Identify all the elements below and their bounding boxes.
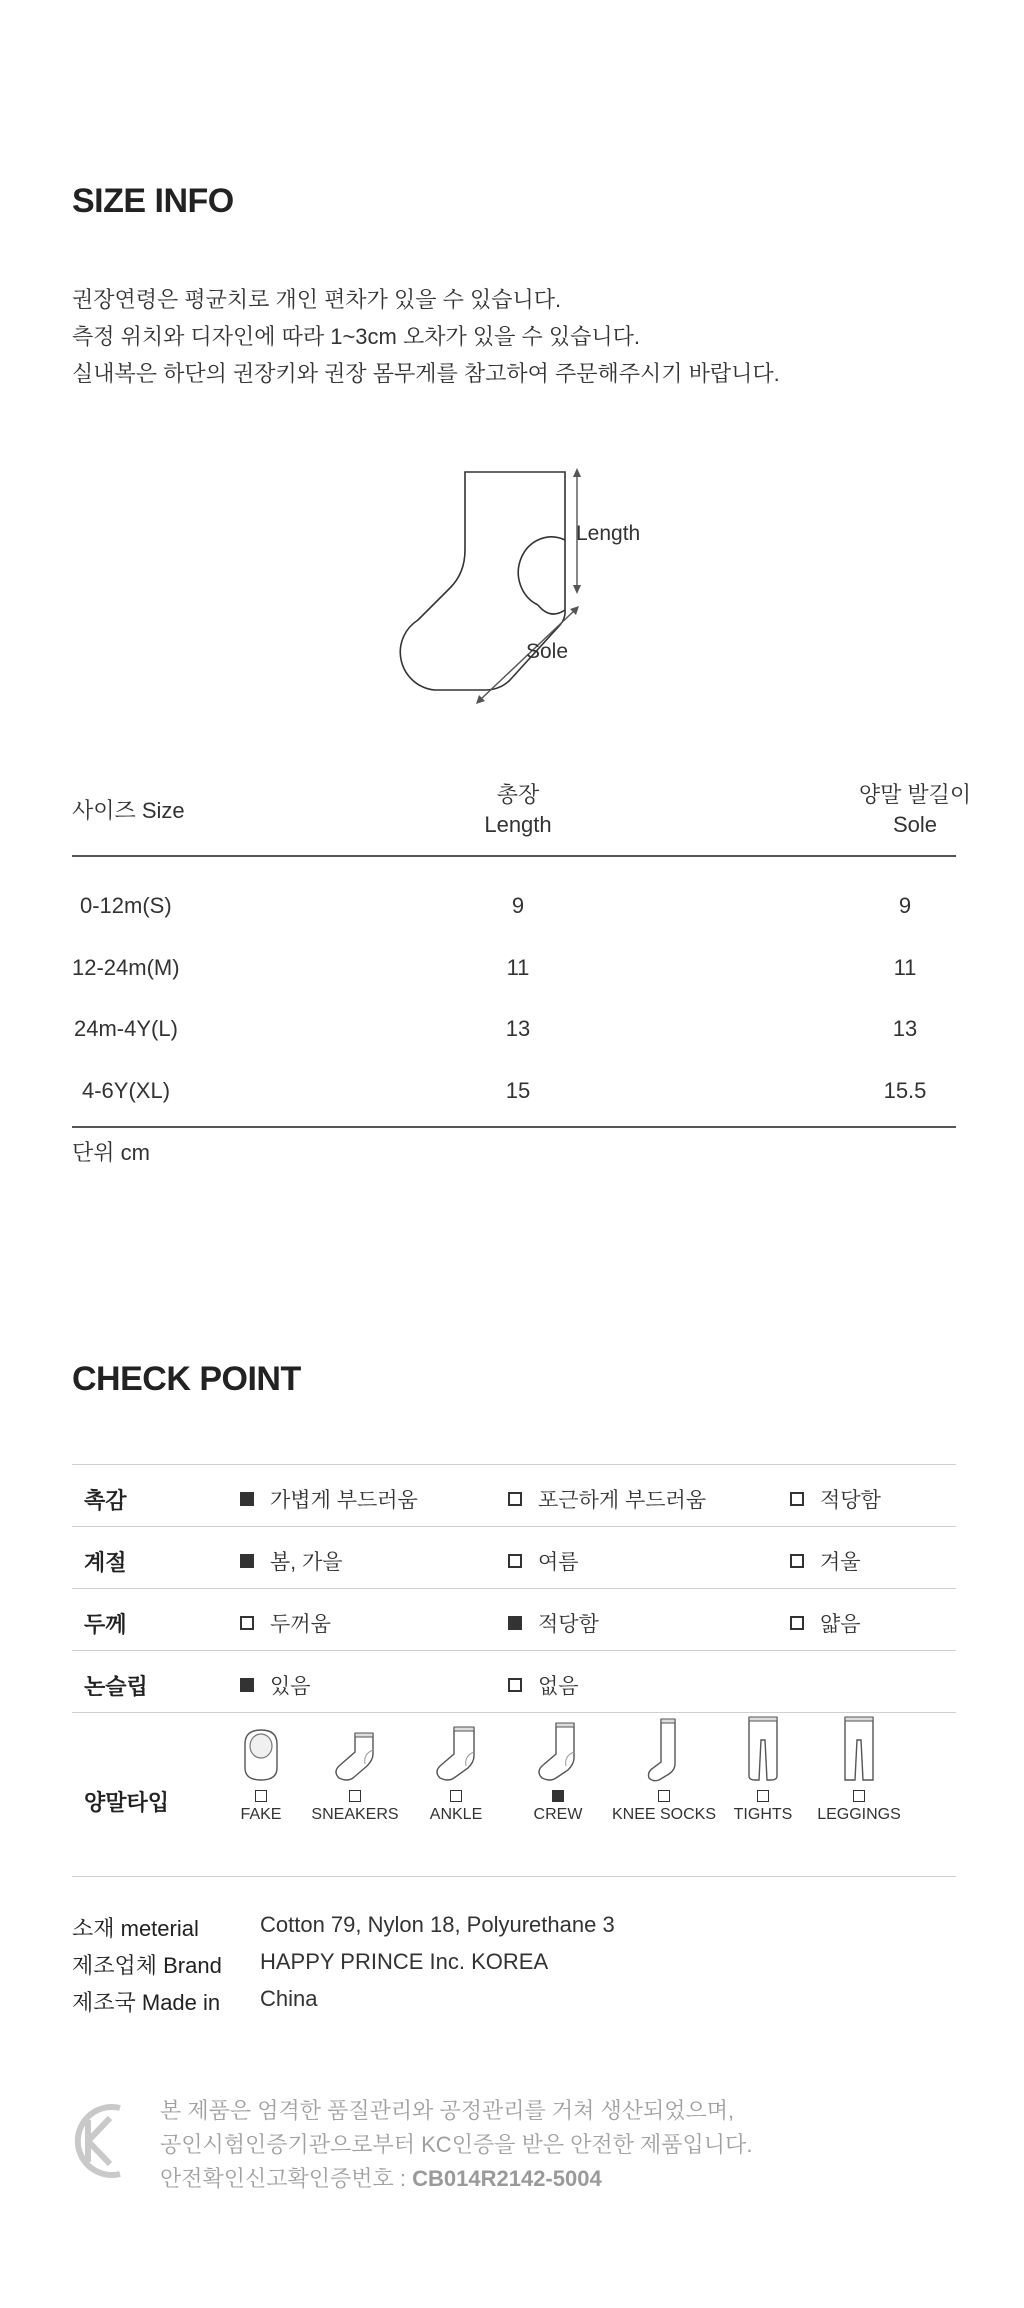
table-row-sole: 15.5 (883, 1078, 927, 1103)
brand-value: HAPPY PRINCE Inc. KOREA (260, 1949, 549, 1974)
unchecked-box-icon (450, 1790, 462, 1802)
sock-type-sneakers (305, 1724, 405, 1824)
check-option (508, 1546, 579, 1576)
kc-notice-line: 공인시험인증기관으로부터 KC인증을 받은 안전한 제품입니다. (160, 2132, 753, 2157)
unchecked-box-icon (508, 1554, 522, 1568)
sole-header-en: Sole (892, 812, 938, 837)
table-footer-divider (72, 1126, 956, 1128)
check-option (790, 1484, 881, 1514)
check-option (240, 1670, 311, 1700)
check-option-label: 두꺼움 (270, 1613, 331, 1636)
size-column-header: 사이즈 Size (72, 798, 185, 823)
check-option-label: 가볍게 부드러움 (270, 1489, 418, 1512)
check-divider (72, 1588, 956, 1589)
check-point-title: CHECK POINT (72, 1360, 301, 1398)
sole-label: Sole (526, 640, 569, 663)
check-option (508, 1670, 579, 1700)
intro-line: 측정 위치와 디자인에 따라 1~3cm 오차가 있을 수 있습니다. (72, 324, 640, 349)
table-unit-note: 단위 cm (72, 1140, 150, 1165)
kc-mark-icon (74, 2100, 130, 2182)
made-in-label: 제조국 Made in (72, 1990, 221, 2015)
unchecked-box-icon (853, 1790, 865, 1802)
unchecked-box-icon (240, 1616, 254, 1630)
unchecked-box-icon (790, 1492, 804, 1506)
sock-type-knee-socks (606, 1718, 722, 1824)
kc-cert-number: CB014R2142-5004 (412, 2166, 602, 2191)
check-row-label: 논슬립 (84, 1674, 148, 1699)
knee-sock-icon (639, 1718, 689, 1784)
sock-type-ankle (416, 1722, 496, 1824)
check-option (508, 1484, 706, 1514)
kc-cert-label: 안전확인신고확인증번호 : (160, 2166, 413, 2191)
table-row-sole: 9 (898, 893, 912, 918)
check-divider (72, 1876, 956, 1877)
table-row-length: 13 (505, 1016, 531, 1041)
length-column-header (418, 780, 618, 840)
table-row-length: 11 (506, 955, 530, 980)
check-divider (72, 1526, 956, 1527)
check-divider (72, 1650, 956, 1651)
check-option-label: 있음 (270, 1675, 311, 1698)
check-option (508, 1608, 599, 1638)
table-row-size: 12-24m(M) (72, 955, 180, 980)
unchecked-box-icon (255, 1790, 267, 1802)
sock-type-tights (728, 1716, 798, 1824)
check-row-label: 양말타입 (84, 1790, 170, 1815)
unchecked-box-icon (658, 1790, 670, 1802)
table-row-size: 0-12m(S) (80, 893, 172, 918)
sock-type-leggings (814, 1716, 904, 1824)
material-value: Cotton 79, Nylon 18, Polyurethane 3 (260, 1912, 615, 1937)
made-in-value: China (260, 1986, 318, 2011)
sock-type-label: FAKE (240, 1806, 282, 1823)
table-row-sole: 11 (893, 955, 917, 980)
table-row-size: 24m-4Y(L) (74, 1016, 178, 1041)
ankle-sock-icon (426, 1722, 486, 1784)
sock-type-label: CREW (533, 1806, 583, 1823)
check-option-label: 얇음 (820, 1613, 861, 1636)
crew-sock-icon (528, 1720, 588, 1784)
table-row-length: 9 (511, 893, 525, 918)
check-divider (72, 1712, 956, 1713)
length-label: Length (576, 522, 641, 545)
check-row-label: 촉감 (84, 1488, 127, 1513)
table-header-divider (72, 855, 956, 857)
check-option-label: 없음 (538, 1675, 579, 1698)
checked-box-icon (240, 1492, 254, 1506)
sock-type-fake (226, 1724, 296, 1824)
unchecked-box-icon (508, 1678, 522, 1692)
length-header-en: Length (484, 812, 552, 837)
table-row-sole: 13 (892, 1016, 918, 1041)
check-row-label: 두께 (84, 1612, 127, 1637)
checked-box-icon (552, 1790, 564, 1802)
kc-notice-line: 본 제품은 엄격한 품질관리와 공정관리를 거쳐 생산되었으며, (160, 2098, 735, 2123)
check-option (240, 1608, 331, 1638)
sock-type-label: KNEE SOCKS (611, 1806, 717, 1823)
kc-notice (160, 2094, 752, 2196)
sock-type-crew (518, 1720, 598, 1824)
unchecked-box-icon (790, 1616, 804, 1630)
unchecked-box-icon (790, 1554, 804, 1568)
check-option (240, 1546, 343, 1576)
checked-box-icon (508, 1616, 522, 1630)
kc-mark (74, 2100, 130, 2187)
brand-label: 제조업체 Brand (72, 1953, 222, 1978)
sock-type-label: SNEAKERS (311, 1806, 399, 1823)
sole-column-header (800, 780, 1024, 840)
table-row-length: 15 (505, 1078, 531, 1103)
check-option (240, 1484, 418, 1514)
fake-sock-icon (239, 1724, 283, 1784)
size-info-intro (72, 281, 780, 392)
sock-measurement-diagram (380, 460, 680, 720)
check-row-label: 계절 (84, 1550, 127, 1575)
sock-type-label: LEGGINGS (817, 1806, 901, 1823)
leggings-icon (837, 1716, 881, 1784)
kc-cert-line (160, 2162, 752, 2196)
check-divider (72, 1464, 956, 1465)
checked-box-icon (240, 1678, 254, 1692)
checked-box-icon (240, 1554, 254, 1568)
check-option-label: 봄, 가을 (270, 1551, 343, 1574)
material-label: 소재 meterial (72, 1916, 199, 1941)
unchecked-box-icon (349, 1790, 361, 1802)
length-header-ko: 총장 (496, 782, 540, 807)
check-option-label: 겨울 (820, 1551, 861, 1574)
size-info-title: SIZE INFO (72, 182, 234, 220)
check-option (790, 1546, 861, 1576)
intro-line: 실내복은 하단의 권장키와 권장 몸무게를 참고하여 주문해주시기 바랍니다. (72, 361, 780, 386)
sneakers-sock-icon (325, 1724, 385, 1784)
sock-type-label: TIGHTS (733, 1806, 793, 1823)
unchecked-box-icon (508, 1492, 522, 1506)
tights-icon (741, 1716, 785, 1784)
sock-outline-icon (380, 460, 680, 720)
check-option-label: 여름 (538, 1551, 579, 1574)
sole-header-ko: 양말 발길이 (858, 782, 972, 807)
check-option (790, 1608, 861, 1638)
sock-type-label: ANKLE (429, 1806, 483, 1823)
unchecked-box-icon (757, 1790, 769, 1802)
check-option-label: 적당함 (820, 1489, 881, 1512)
check-option-label: 포근하게 부드러움 (538, 1489, 707, 1512)
check-option-label: 적당함 (538, 1613, 599, 1636)
table-row-size: 4-6Y(XL) (82, 1078, 171, 1103)
intro-line: 권장연령은 평균치로 개인 편차가 있을 수 있습니다. (72, 287, 562, 312)
